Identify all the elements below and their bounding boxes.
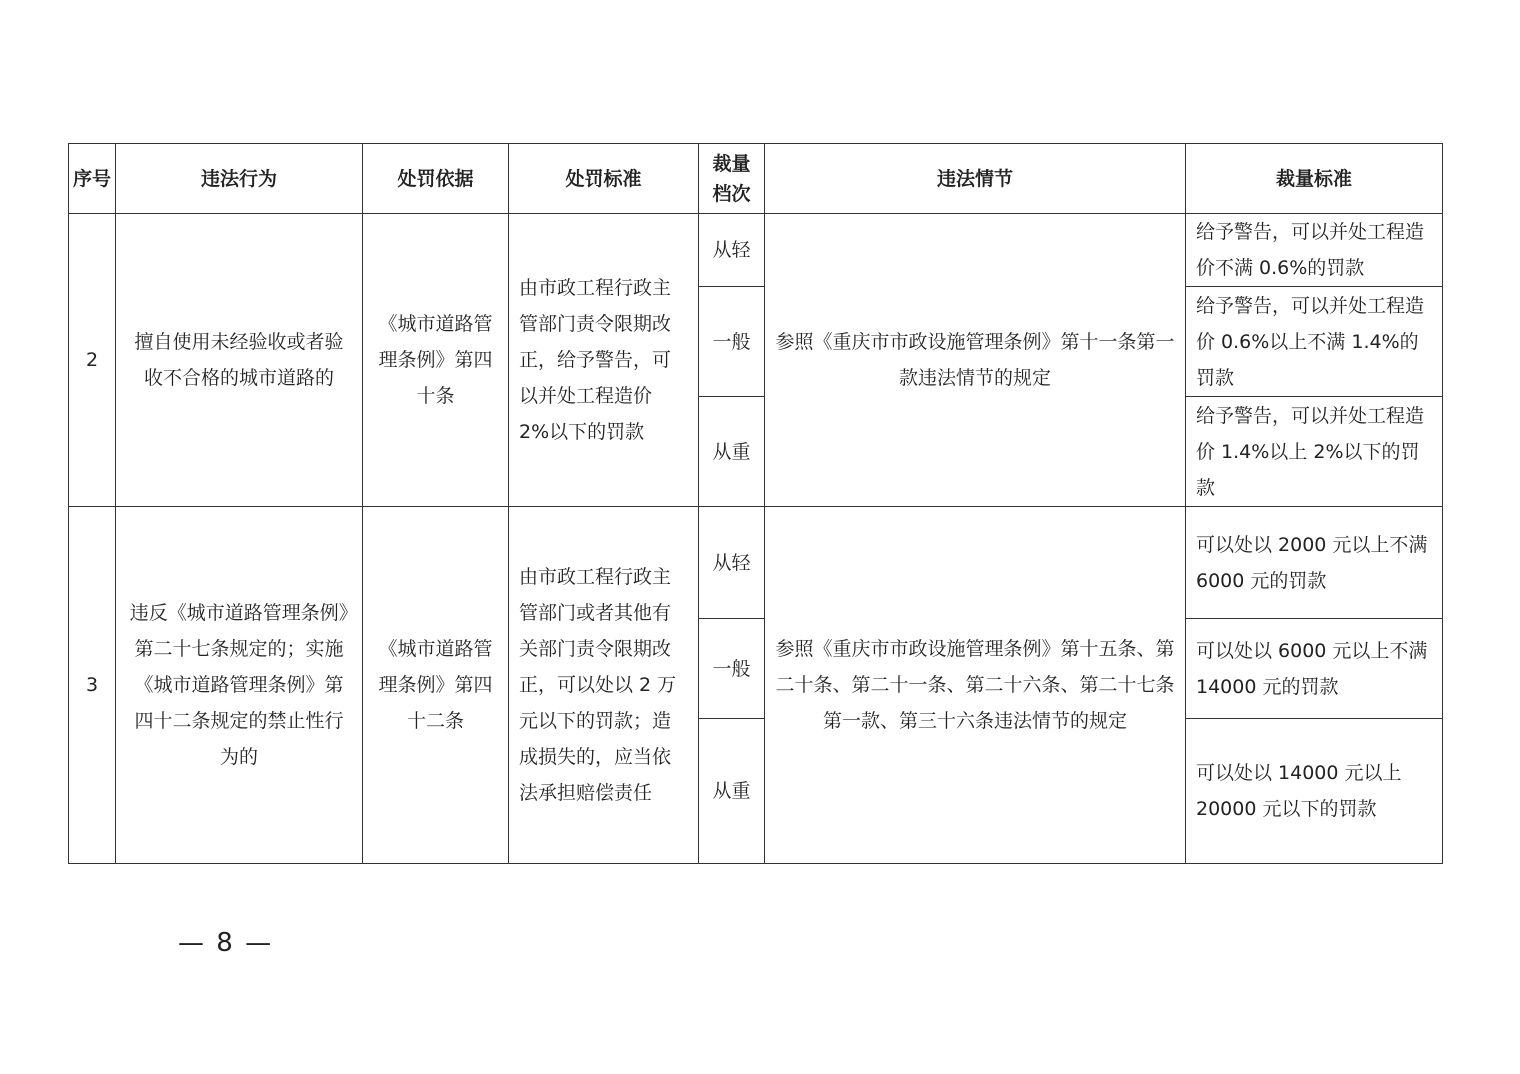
row-criteria-light: 可以处以 2000 元以上不满 6000 元的罚款 <box>1186 507 1443 619</box>
row-circumstance: 参照《重庆市市政设施管理条例》第十一条第一款违法情节的规定 <box>765 214 1186 507</box>
header-circumstance: 违法情节 <box>765 144 1186 214</box>
row-level-heavy: 从重 <box>699 397 765 507</box>
row-behavior: 违反《城市道路管理条例》第二十七条规定的；实施《城市道路管理条例》第四十二条规定的禁止性行为的 <box>116 507 363 864</box>
header-basis: 处罚依据 <box>363 144 509 214</box>
row-standard: 由市政工程行政主管部门或者其他有关部门责令限期改正，可以处以 2 万元以下的罚款；造成损失的，应当依法承担赔偿责任 <box>509 507 699 864</box>
row-criteria-normal: 给予警告，可以并处工程造价 0.6%以上不满 1.4%的罚款 <box>1186 287 1443 397</box>
row-criteria-heavy: 给予警告，可以并处工程造价 1.4%以上 2%以下的罚款 <box>1186 397 1443 507</box>
row-basis: 《城市道路管理条例》第四十条 <box>363 214 509 507</box>
row-circumstance: 参照《重庆市市政设施管理条例》第十五条、第二十条、第二十一条、第二十六条、第二十七条第一款、第三十六条违法情节的规定 <box>765 507 1186 864</box>
header-row <box>69 144 1443 214</box>
row-standard: 由市政工程行政主管部门责令限期改正，给予警告，可以并处工程造价 2%以下的罚款 <box>509 214 699 507</box>
header-criteria: 裁量标准 <box>1186 144 1443 214</box>
row-level-normal: 一般 <box>699 619 765 719</box>
header-seq: 序号 <box>69 144 116 214</box>
header-level-line2: 档次 <box>712 182 751 205</box>
row-level-light: 从轻 <box>699 507 765 619</box>
header-level-line1: 裁量 <box>712 152 751 175</box>
row-level-heavy: 从重 <box>699 719 765 864</box>
page-number: — 8 — <box>178 928 274 958</box>
row-criteria-heavy: 可以处以 14000 元以上 20000 元以下的罚款 <box>1186 719 1443 864</box>
discretion-standards-table <box>68 143 1443 864</box>
row-level-light: 从轻 <box>699 214 765 287</box>
header-level <box>699 144 765 214</box>
table-row <box>69 507 1443 619</box>
header-behavior: 违法行为 <box>116 144 363 214</box>
row-seq: 2 <box>69 214 116 507</box>
row-basis: 《城市道路管理条例》第四十二条 <box>363 507 509 864</box>
row-level-normal: 一般 <box>699 287 765 397</box>
row-criteria-normal: 可以处以 6000 元以上不满 14000 元的罚款 <box>1186 619 1443 719</box>
row-seq: 3 <box>69 507 116 864</box>
row-criteria-light: 给予警告，可以并处工程造价不满 0.6%的罚款 <box>1186 214 1443 287</box>
header-standard: 处罚标准 <box>509 144 699 214</box>
table-row <box>69 214 1443 287</box>
row-behavior: 擅自使用未经验收或者验收不合格的城市道路的 <box>116 214 363 507</box>
